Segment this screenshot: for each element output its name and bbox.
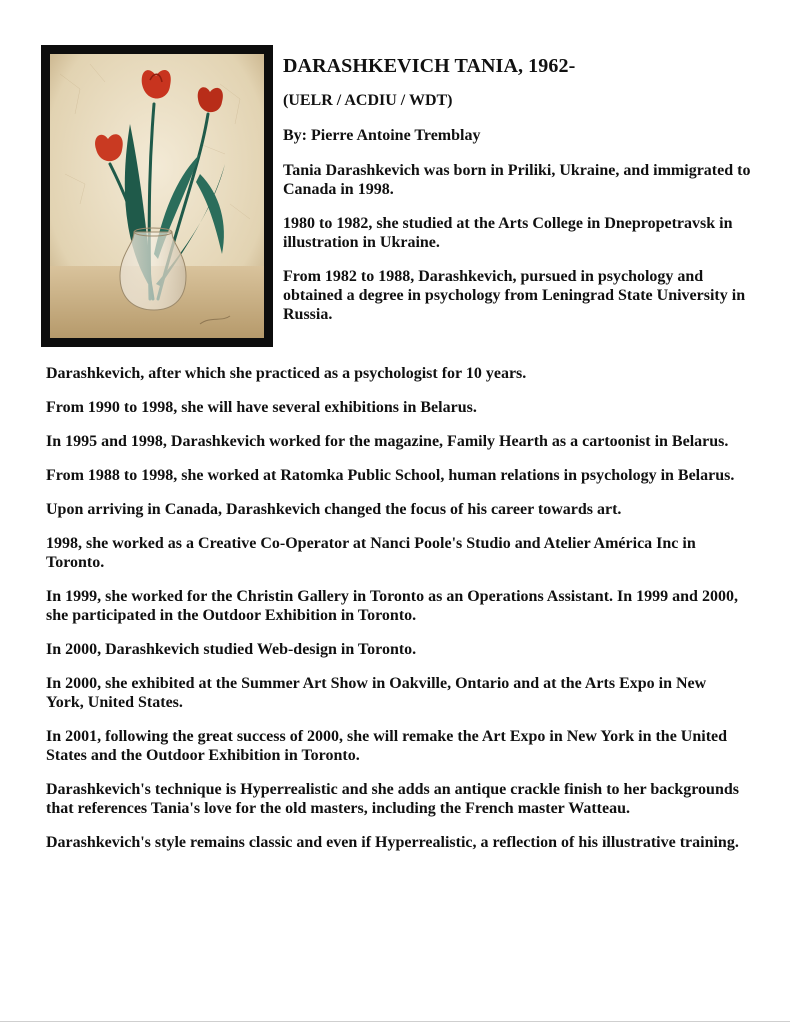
paragraph: Darashkevich's technique is Hyperrealistic and she adds an antique crackle finish to her backgrounds that references Tania's love for the old masters, including the French master Watteau. <box>46 781 739 817</box>
article-header <box>283 54 753 339</box>
tulip-painting-image <box>41 45 273 347</box>
paragraph: In 2000, she exhibited at the Summer Art Show in Oakville, Ontario and at the Arts Expo in New York, United States. <box>46 675 707 711</box>
tulip-painting-illustration <box>50 54 264 338</box>
paragraph: In 2000, Darashkevich studied Web-design in Toronto. <box>46 641 417 658</box>
paragraph: In 1999, she worked for the Christin Gallery in Toronto as an Operations Assistant. In 1999 and 2000, she participated in the Outdoor Exhibition in Toronto. <box>46 588 738 624</box>
paragraph: From 1988 to 1998, she worked at Ratomka Public School, human relations in psychology in Belarus. <box>46 467 735 484</box>
article-body <box>46 364 746 867</box>
paragraph: Upon arriving in Canada, Darashkevich changed the focus of his career towards art. <box>46 501 622 518</box>
page-bottom-edge <box>0 1021 790 1022</box>
paragraph: Tania Darashkevich was born in Priliki, Ukraine, and immigrated to Canada in 1998. <box>283 162 751 198</box>
page-title: DARASHKEVICH TANIA, 1962- <box>283 55 576 77</box>
affiliations: (UELR / ACDIU / WDT) <box>283 92 453 109</box>
paragraph: From 1982 to 1988, Darashkevich, pursued in psychology and obtained a degree in psychology from Leningrad State University in Russia. <box>283 268 746 323</box>
paragraph: In 2001, following the great success of 2000, she will remake the Art Expo in New York in the United States and the Outdoor Exhibition in Toronto. <box>46 728 728 764</box>
paragraph: Darashkevich's style remains classic and even if Hyperrealistic, a reflection of his illustrative training. <box>46 834 739 851</box>
paragraph: 1998, she worked as a Creative Co-Operator at Nanci Poole's Studio and Atelier América Inc in Toronto. <box>46 535 696 571</box>
paragraph: Darashkevich, after which she practiced as a psychologist for 10 years. <box>46 365 527 382</box>
author-byline: By: Pierre Antoine Tremblay <box>283 127 481 144</box>
paragraph: 1980 to 1982, she studied at the Arts College in Dnepropetravsk in illustration in Ukraine. <box>283 215 733 251</box>
paragraph: In 1995 and 1998, Darashkevich worked for the magazine, Family Hearth as a cartoonist in Belarus. <box>46 433 729 450</box>
paragraph: From 1990 to 1998, she will have several exhibitions in Belarus. <box>46 399 477 416</box>
